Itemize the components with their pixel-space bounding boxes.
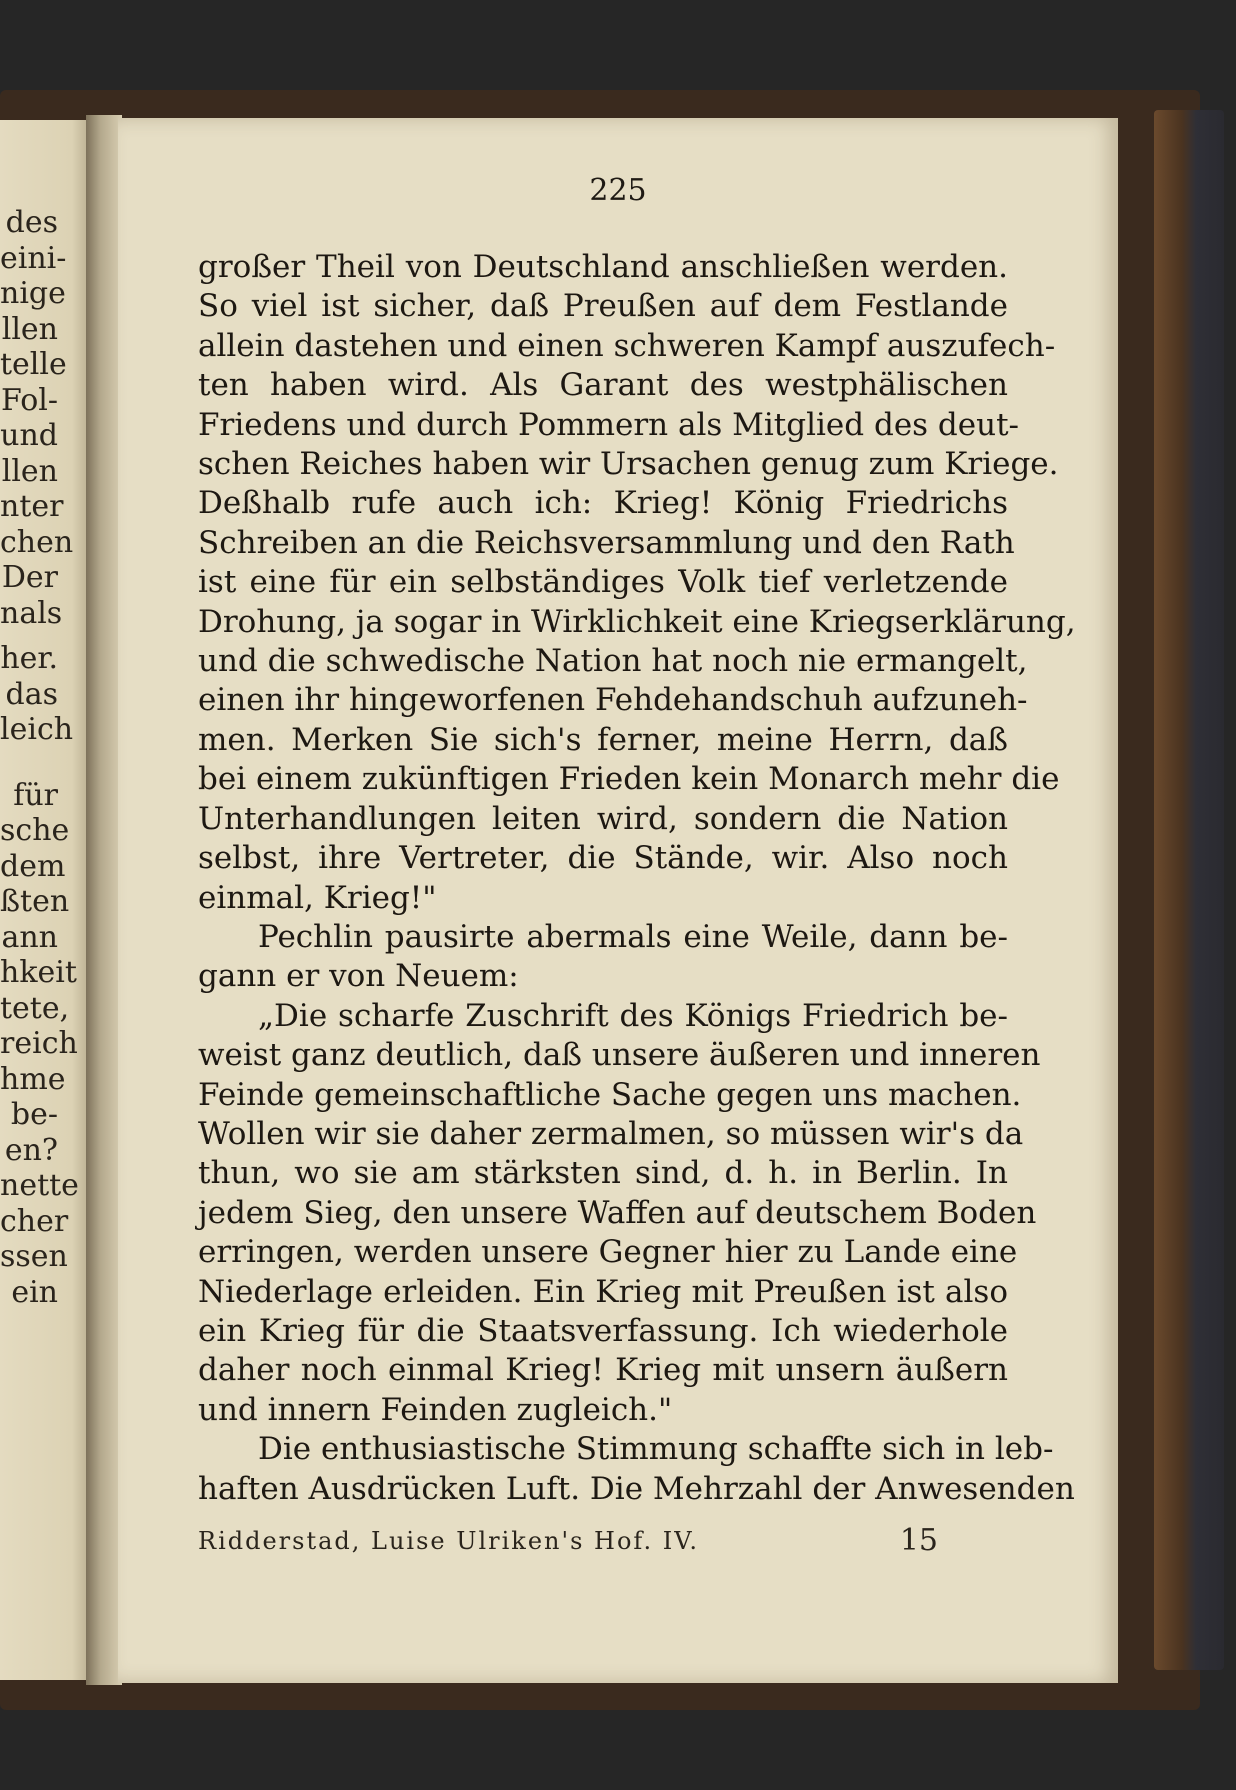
text-line: einmal, Krieg!" <box>198 879 437 916</box>
text-line: Unterhandlungen leiten wird, sondern die Nation <box>198 800 1008 837</box>
text-line: ist eine für ein selbständiges Volk tief verletzende <box>198 564 1008 601</box>
left-page-fragment: Der <box>1 560 58 595</box>
left-page-fragment: reich <box>0 1026 78 1061</box>
text-line: Niederlage erleiden. Ein Krieg mit Preußen ist also <box>198 1273 1008 1310</box>
text-line: allein dastehen und einen schweren Kampf auszufech- <box>198 327 1056 364</box>
left-page-fragment: nter <box>0 489 64 524</box>
left-page-fragment: sche <box>0 813 70 848</box>
text-line: Die enthusiastische Stimmung schaffte sich in leb- <box>258 1431 1054 1468</box>
left-page-fragment: nige <box>0 276 66 311</box>
text-line: Wollen wir sie daher zermalmen, so müssen wir's da <box>198 1115 1024 1152</box>
left-page-fragment: her. <box>0 641 58 676</box>
text-line: Schreiben an die Reichsversammlung und den Rath <box>198 524 1015 561</box>
text-line: selbst, ihre Vertreter, die Stände, wir. Also noch <box>198 840 1008 877</box>
text-line: und innern Feinden zugleich." <box>198 1391 673 1428</box>
sheet-number: 15 <box>899 1523 938 1558</box>
left-page-fragment: eini- <box>0 240 67 276</box>
left-page-fragment: cher <box>0 1203 69 1239</box>
text-line: ten haben wird. Als Garant des westphälischen <box>198 367 1008 404</box>
right-page <box>118 118 1118 1683</box>
page-number: 225 <box>589 173 647 208</box>
text-line: daher noch einmal Krieg! Krieg mit unsern äußern <box>198 1352 1008 1389</box>
left-page-fragment: llen <box>1 311 58 347</box>
text-line: Drohung, ja sogar in Wirklichkeit eine Kriegserklärung, <box>198 603 1076 640</box>
left-page-fragment: das <box>5 676 58 712</box>
footer-signature: Ridderstad, Luise Ulriken's Hof. IV. <box>198 1527 699 1555</box>
left-page-fragment: und <box>0 418 58 453</box>
left-page-fragment: ann <box>1 919 58 955</box>
left-page-fragment: ssen <box>0 1239 68 1274</box>
text-line: einen ihr hingeworfenen Fehdehandschuh aufzuneh- <box>198 682 1028 719</box>
left-page-fragment: nette <box>0 1168 79 1203</box>
text-line: erringen, werden unsere Gegner hier zu Lande eine <box>198 1234 1018 1271</box>
text-line: jedem Sieg, den unsere Waffen auf deutschem Boden <box>198 1194 1037 1231</box>
text-line: schen Reiches haben wir Ursachen genug zum Kriege. <box>198 446 1059 483</box>
book-gutter <box>86 115 122 1685</box>
left-page-fragment: hme <box>0 1061 66 1097</box>
text-line: men. Merken Sie sich's ferner, meine Herrn, daß <box>198 721 1008 758</box>
text-line: großer Theil von Deutschland anschließen werden. <box>198 249 1008 285</box>
text-line: Pechlin pausirte abermals eine Weile, dann be- <box>258 918 1008 955</box>
page-footer <box>198 1523 1008 1563</box>
text-line: So viel ist sicher, daß Preußen auf dem Festlande <box>198 288 1008 325</box>
text-line: Deßhalb rufe auch ich: Krieg! König Friedrichs <box>198 485 1008 522</box>
text-line: Feinde gemeinschaftliche Sache gegen uns machen. <box>198 1076 1022 1113</box>
left-page-fragment: nals <box>0 595 63 631</box>
text-line: „Die scharfe Zuschrift des Königs Friedrich be- <box>258 997 1008 1034</box>
text-line: bei einem zukünftigen Frieden kein Monarch mehr die <box>198 761 1060 798</box>
text-line: und die schwedische Nation hat noch nie ermangelt, <box>198 643 1028 680</box>
left-page-fragment: Fol- <box>1 382 58 418</box>
left-page-fragment: dem <box>0 848 66 884</box>
left-page <box>0 120 90 1680</box>
text-line: thun, wo sie am stärksten sind, d. h. in Berlin. In <box>198 1155 1008 1192</box>
left-page-fragment: llen <box>1 453 58 489</box>
left-page-fragment: be- <box>10 1097 58 1132</box>
left-page-fragment: für <box>13 777 58 813</box>
left-page-fragment: ßten <box>0 884 70 919</box>
text-line: weist ganz deutlich, daß unsere äußeren und inneren <box>198 1037 1041 1074</box>
left-page-fragment: chen <box>0 524 74 560</box>
body-text <box>198 248 1076 1509</box>
text-line: gann er von Neuem: <box>198 958 519 995</box>
left-page-fragment: en? <box>4 1132 58 1168</box>
left-page-fragment: des <box>5 205 58 240</box>
left-page-fragment: tete, <box>0 990 70 1026</box>
left-page-fragment: ein <box>11 1274 58 1310</box>
text-line: haften Ausdrücken Luft. Die Mehrzahl der Anwesenden <box>198 1470 1075 1507</box>
left-page-fragment: telle <box>0 347 67 382</box>
left-page-fragment: hkeit <box>0 955 77 990</box>
left-page-fragment: leich <box>0 712 74 747</box>
text-line: Friedens und durch Pommern als Mitglied des deut- <box>198 406 1020 443</box>
text-line: ein Krieg für die Staatsverfassung. Ich wiederhole <box>198 1312 1008 1349</box>
book-cover-edge <box>1154 110 1224 1670</box>
